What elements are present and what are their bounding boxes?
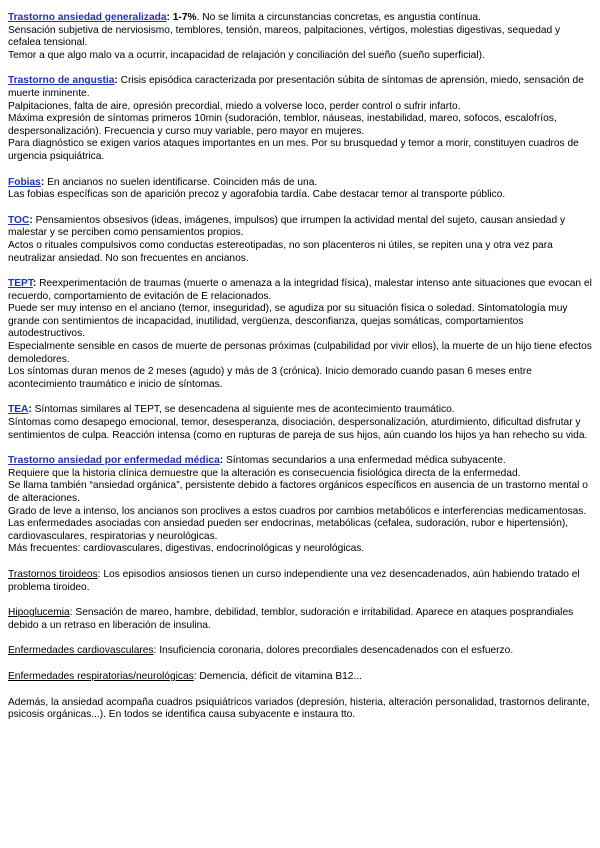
section-term: Hipoglucemia: [8, 607, 70, 619]
term-separator: :: [166, 12, 173, 23]
term-separator: :: [29, 214, 36, 226]
section-line: Las fobias específicas son de aparición precoz y agorafobia tardía. Cabe destacar temor al transporte público.: [8, 189, 506, 201]
section-2: [8, 177, 592, 202]
section-term: Enfermedades respiratorias/neurológicas: [8, 670, 194, 682]
section-term[interactable]: TOC: [8, 214, 30, 226]
section-line: Temor a que algo malo va a ocurrir, incapacidad de relajación y conciliación del sueño (sueño superficial).: [8, 49, 485, 61]
section-line: Actos o rituales compulsivos como conductas estereotipadas, no son placenteros ni útiles, se repiten una y otra vez para neutralizar ansiedad. No son frecuentes en ancianos.: [8, 239, 553, 264]
section-line: Especialmente sensible en casos de muerte de personas próximas (culpabilidad por vivir ellos), la muerte de un hijo tiene efectos demoledores.: [8, 341, 592, 365]
section-lead-text: En ancianos no suelen identificarse. Coinciden más de una.: [47, 176, 318, 188]
section-10: [8, 671, 592, 684]
section-11: [8, 697, 592, 722]
section-lead-text: Síntomas secundarios a una enfermedad médica subyacente.: [225, 455, 506, 467]
section-lead-text: Además, la ansiedad acompaña cuadros psiquiátricos variados (depresión, histeria, alteración personalidad, trastornos delirante, psicosis orgánicas...). En todos se identifica causa subyacente e instaura tto.: [8, 696, 590, 721]
section-line: Más frecuentes: cardiovasculares, digestivas, endocrinológicas y neurológicas.: [8, 543, 365, 555]
section-lead-text: Sensación de mareo, hambre, debilidad, temblor, sudoración e irritabilidad. Aparece en ataques posprandiales debido a un retraso en liberación de insulina.: [8, 607, 574, 631]
section-1: [8, 75, 592, 163]
section-term[interactable]: Trastorno de angustia: [8, 75, 115, 87]
section-line: Puede ser muy intenso en el anciano (temor, inseguridad), se agudiza por su situación física o soledad. Sintomatología muy grande con sentimientos de incapacidad, inutilidad, vergüenza, desconfianza, quejas somáticas, comportamientos autodestructivos.: [8, 303, 568, 340]
term-separator: :: [40, 176, 48, 188]
section-term[interactable]: Trastorno ansiedad por enfermedad médica: [8, 455, 220, 467]
term-separator: :: [114, 75, 121, 87]
section-lead-text: Síntomas similares al TEPT, se desencadena al siguiente mes de acontecimiento traumático.: [34, 404, 455, 416]
section-5: [8, 404, 592, 442]
section-line: Requiere que la historia clínica demuestre que la alteración es consecuencia fisiológica directa de la enfermedad.: [8, 467, 521, 479]
section-lead-text: Insuficiencia coronaria, dolores precordiales desencadenados con el esfuerzo.: [159, 645, 514, 657]
section-3: [8, 215, 592, 265]
section-lead-text: Los episodios ansiosos tienen un curso independiente una vez desencadenados, aún habiendo tratado el problema tiroideo.: [8, 568, 580, 593]
term-separator: :: [97, 568, 104, 580]
section-line: Se llama también “ansiedad orgánica”, persistente debido a factores orgánicos específicos en ausencia de un trastorno mental o de alteraciones.: [8, 480, 588, 504]
section-4: [8, 278, 592, 391]
section-line: Los síntomas duran menos de 2 meses (agudo) y más de 3 (crónica). Inicio demorado cuando pasan 6 meses entre acontecimiento traumático e inicio de síntomas.: [8, 366, 532, 390]
section-line: Grado de leve a intenso, los ancianos son proclives a estos cuadros por cambios metabólicos e interferencias medicamentosas. Las enfermedades asociadas con ansiedad pueden ser endocrinas, metabólicas (cefalea, sudoración, rubor e hipertensión), cardiovasculares, respiratorias y neurológicas.: [8, 505, 587, 542]
section-lead-text: Crisis episódica caracterizada por presentación súbita de síntomas de aprensión, miedo, sensación de muerte inminente.: [8, 75, 584, 99]
section-term[interactable]: Fobias: [8, 176, 41, 188]
section-lead-text: . No se limita a circunstancias concretas, es angustia contínua.: [196, 12, 481, 23]
section-highlight: 1-7%: [172, 12, 197, 23]
section-line: Sensación subjetiva de nerviosismo, temblores, tensión, mareos, palpitaciones, vértigos, molestias digestivas, sequedad y cefalea tensional.: [8, 24, 561, 49]
section-term: Enfermedades cardiovasculares: [8, 645, 154, 657]
term-separator: :: [28, 404, 35, 416]
section-line: Síntomas como desapego emocional, temor, desesperanza, disociación, despersonalización, aturdimiento, dificultad disfrutar y sentimientos de culpa. Reacción intensa (como en rupturas de pareja de sus hijos, aún cuando los hijos ya han rehecho su vida.: [8, 417, 588, 441]
section-term[interactable]: TEPT: [8, 278, 33, 290]
section-8: [8, 607, 592, 632]
section-0: [8, 12, 592, 62]
term-separator: :: [193, 670, 200, 682]
term-separator: :: [219, 455, 226, 467]
term-separator: :: [69, 607, 76, 619]
section-line: Máxima expresión de síntomas primeros 10min (sudoración, temblor, náuseas, inestabilidad, mareo, sofocos, escalofríos, despersonalización). Frecuencia y curso muy variable, pero mayor en mujeres.: [8, 113, 557, 137]
term-separator: :: [32, 278, 40, 290]
section-term: Trastornos tiroideos: [8, 568, 98, 580]
section-7: [8, 569, 592, 594]
term-separator: :: [153, 645, 160, 657]
section-term[interactable]: TEA: [8, 404, 29, 416]
section-line: Para diagnóstico se exigen varios ataques importantes en un mes. Por su brusquedad y temor a morir, constituyen cuadros de urgencia psiquiátrica.: [8, 138, 579, 162]
section-lead-text: Pensamientos obsesivos (ideas, imágenes, impulsos) que irrumpen la actividad mental del sujeto, causan ansiedad y malestar y se perciben como pensamientos propios.: [8, 214, 566, 239]
section-6: [8, 455, 592, 556]
section-lead-text: Reexperimentación de traumas (muerte o amenaza a la integridad física), malestar intenso ante situaciones que evocan el recuerdo, comportamiento de evitación de E relacionados.: [8, 278, 592, 302]
section-lead-text: Demencia, déficit de vitamina B12...: [199, 670, 362, 682]
section-9: [8, 645, 592, 658]
section-line: Palpitaciones, falta de aire, opresión precordial, miedo a volverse loco, perder control o sufrir infarto.: [8, 100, 461, 112]
section-term[interactable]: Trastorno ansiedad generalizada: [8, 12, 167, 23]
